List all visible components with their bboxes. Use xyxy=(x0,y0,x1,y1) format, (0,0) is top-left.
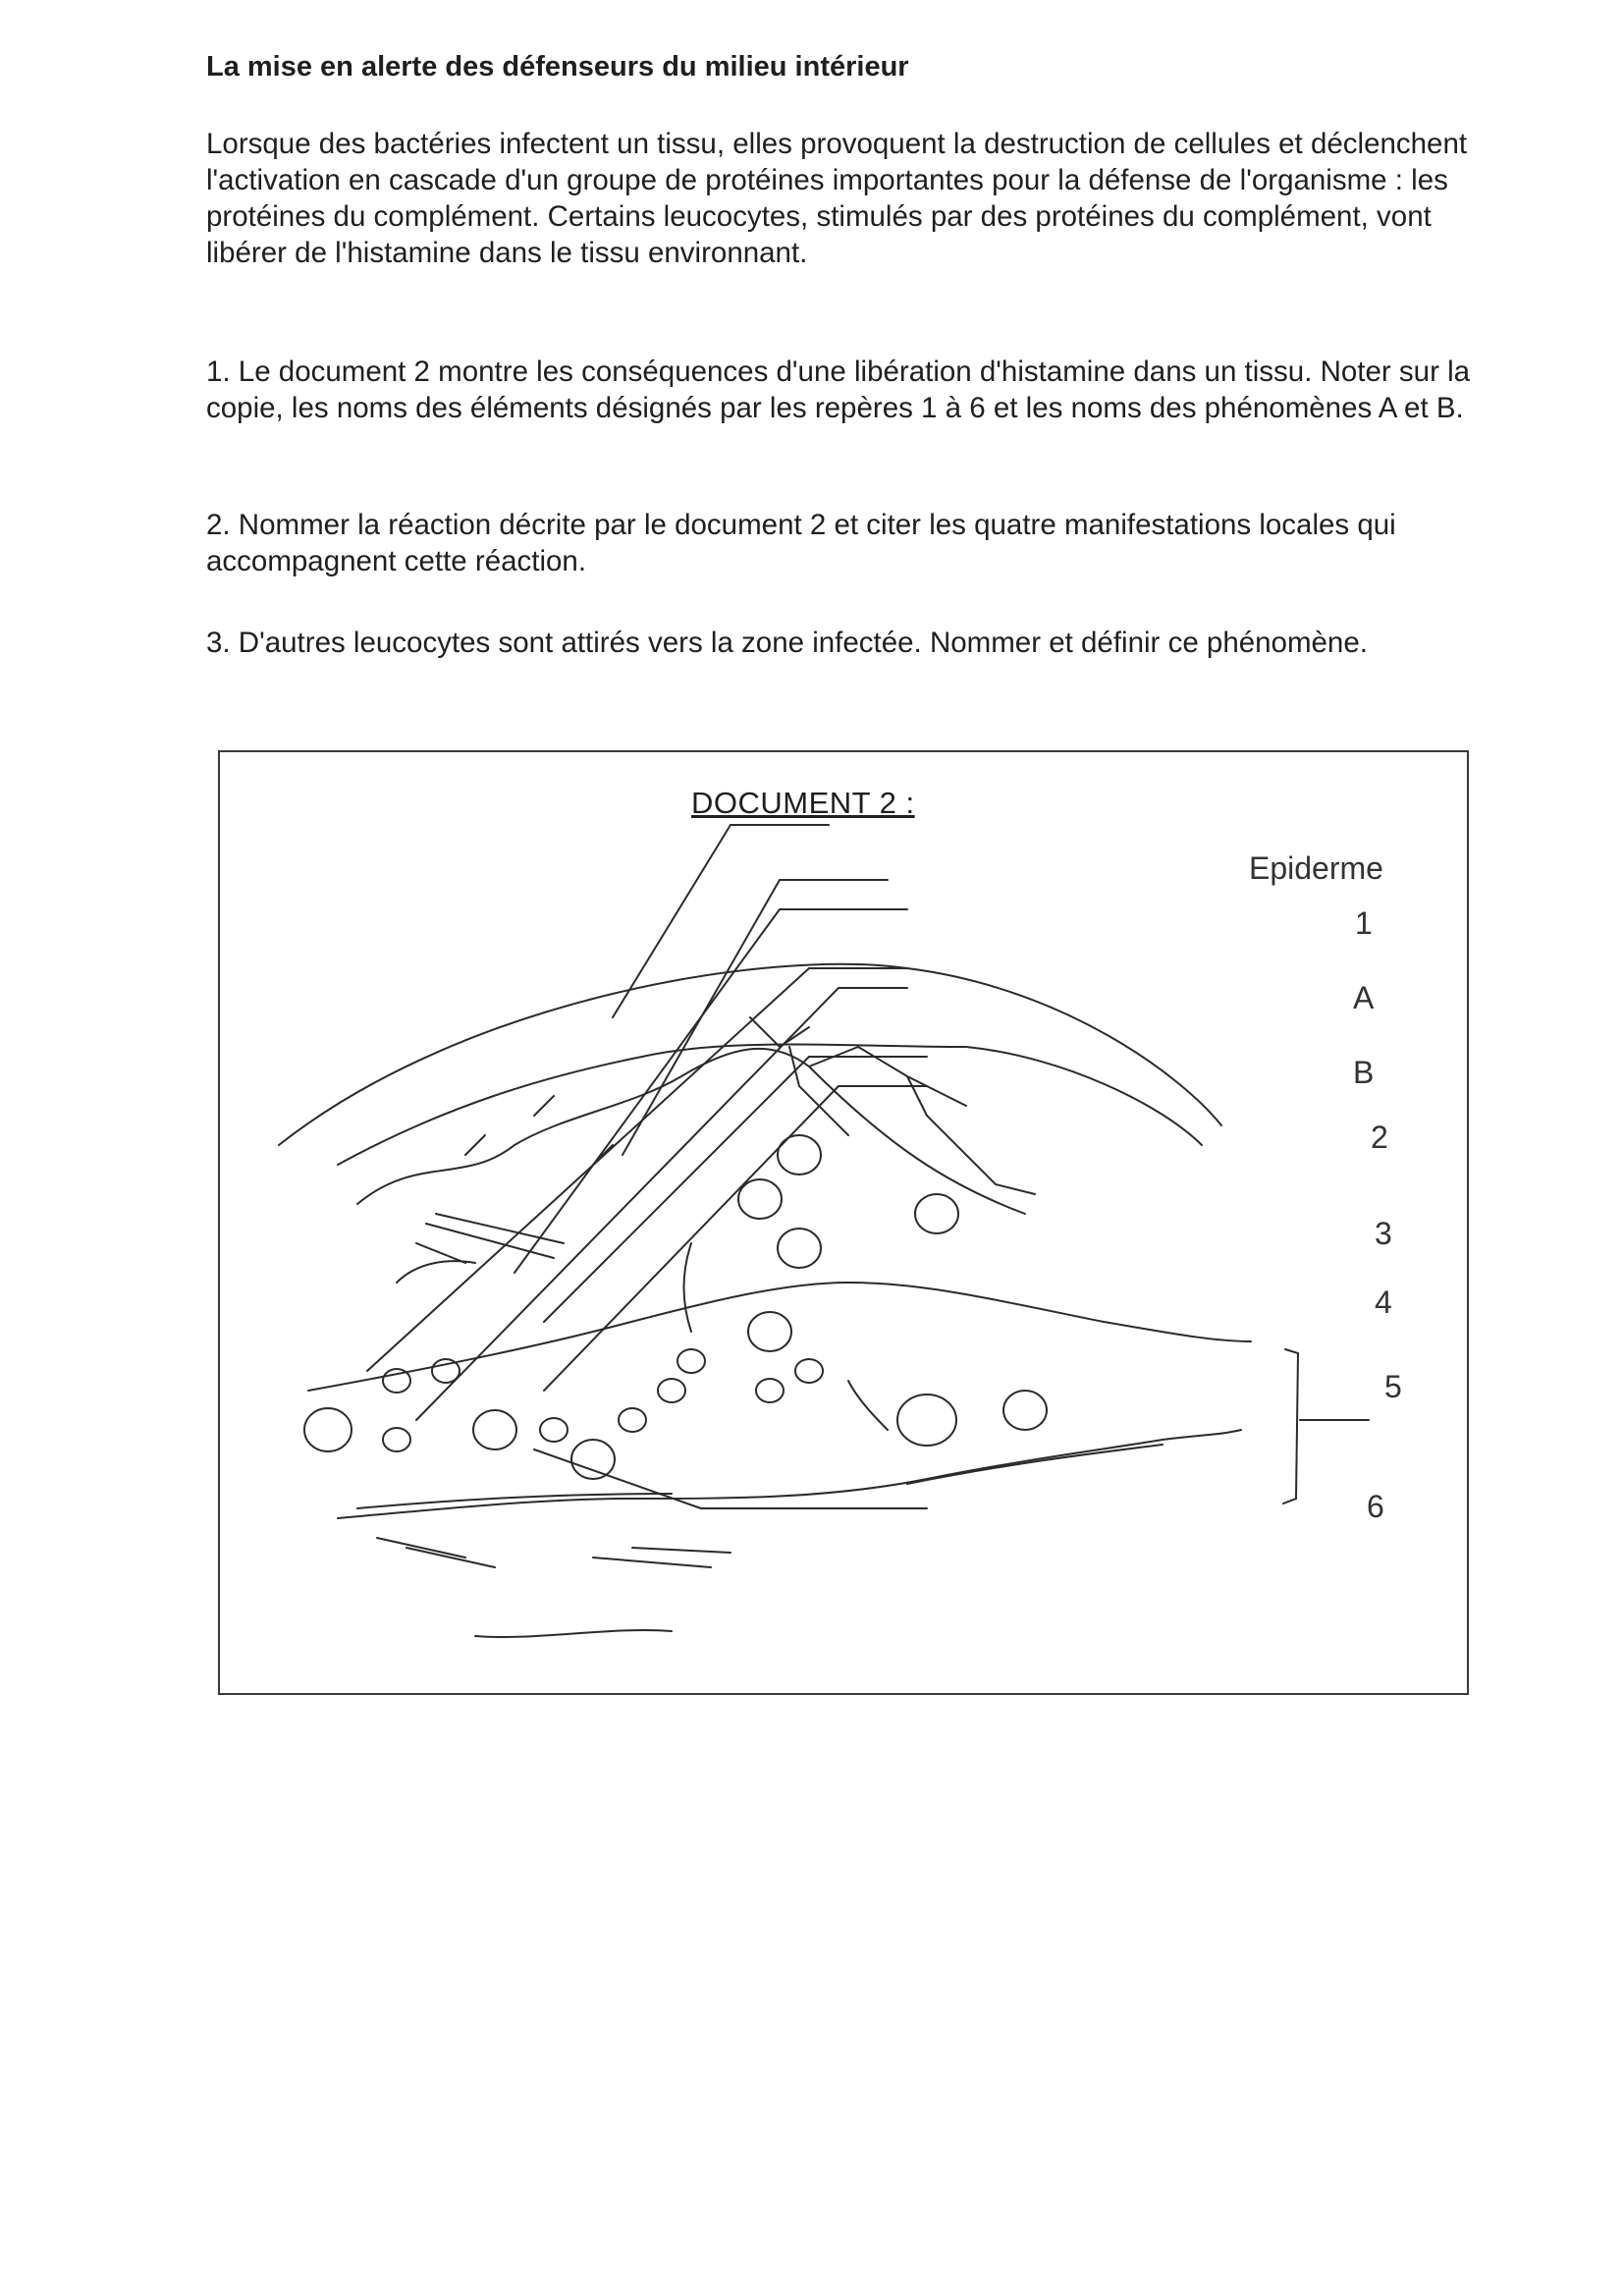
red-blood-cell xyxy=(383,1428,410,1451)
leader-epiderme xyxy=(613,825,731,1017)
vessel-wall-detail xyxy=(357,1445,1163,1508)
label-5: 5 xyxy=(1384,1369,1402,1404)
leucocyte xyxy=(778,1135,821,1175)
question-2: 2. Nommer la réaction décrite par le document 2 et citer les quatre manifestations locales qui accompagnent cette réaction. xyxy=(206,509,1396,577)
skin-outer-arc xyxy=(279,964,1221,1145)
document-title: DOCUMENT 2 : xyxy=(691,786,915,820)
fiber xyxy=(848,1381,888,1430)
bracket-5 xyxy=(1283,1349,1298,1503)
fiber xyxy=(397,1261,475,1283)
leucocyte xyxy=(897,1394,956,1446)
red-blood-cell xyxy=(432,1359,460,1383)
leader-4 xyxy=(544,1086,839,1391)
inflammation-diagram xyxy=(220,752,1467,1693)
label-6: 6 xyxy=(1367,1489,1384,1524)
red-blood-cell xyxy=(677,1349,705,1373)
red-blood-cell xyxy=(795,1359,823,1383)
fiber xyxy=(416,1214,564,1263)
leucocyte xyxy=(778,1229,821,1268)
leader-B xyxy=(367,968,809,1371)
question-3: 3. D'autres leucocytes sont attirés vers la zone infectée. Nommer et définir ce phénomène. xyxy=(206,627,1368,659)
leader-2 xyxy=(416,988,839,1420)
vessel-lower-wall xyxy=(338,1430,1241,1518)
page-title: La mise en alerte des défenseurs du milieu intérieur xyxy=(206,51,909,82)
fiber xyxy=(684,1243,692,1332)
dermis-boundary xyxy=(357,1049,1025,1214)
label-3: 3 xyxy=(1375,1216,1392,1251)
leucocyte xyxy=(473,1410,516,1449)
red-blood-cell xyxy=(540,1418,568,1442)
leucocyte xyxy=(738,1179,782,1219)
leucocyte xyxy=(1003,1391,1047,1430)
leucocyte xyxy=(571,1440,615,1479)
label-4: 4 xyxy=(1375,1285,1392,1320)
label-2: 2 xyxy=(1371,1120,1388,1155)
label-B: B xyxy=(1353,1055,1375,1090)
red-blood-cell xyxy=(658,1379,685,1402)
label-A: A xyxy=(1353,980,1375,1015)
fiber xyxy=(377,1538,731,1567)
leucocyte xyxy=(915,1194,958,1233)
skin-inner-arc xyxy=(338,1045,1202,1166)
leucocyte xyxy=(304,1408,352,1451)
vessel-upper-wall xyxy=(308,1283,1251,1391)
label-epiderme: Epiderme xyxy=(1249,850,1383,886)
label-1: 1 xyxy=(1355,905,1373,941)
leucocyte xyxy=(748,1312,791,1351)
red-blood-cell xyxy=(619,1408,646,1432)
fiber xyxy=(475,1630,672,1637)
red-blood-cell xyxy=(383,1369,410,1393)
intro-paragraph: Lorsque des bactéries infectent un tissu, elles provoquent la destruction de cellules et déclenchent l'activation en cascade d'un groupe de protéines importantes pour la défense de l'organisme : les protéines du complément. Certains leucocytes, stimulés par des protéines du complément, vont libérer de l'histamine dans le tissu environnant. xyxy=(206,128,1468,269)
red-blood-cell xyxy=(756,1379,784,1402)
question-1: 1. Le document 2 montre les conséquences d'une libération d'histamine dans un tissu. Noter sur la copie, les noms des éléments désignés par les repères 1 à 6 et les noms des phénomènes A et B. xyxy=(206,355,1471,424)
fiber xyxy=(465,1096,613,1165)
leader-3 xyxy=(544,1057,809,1322)
